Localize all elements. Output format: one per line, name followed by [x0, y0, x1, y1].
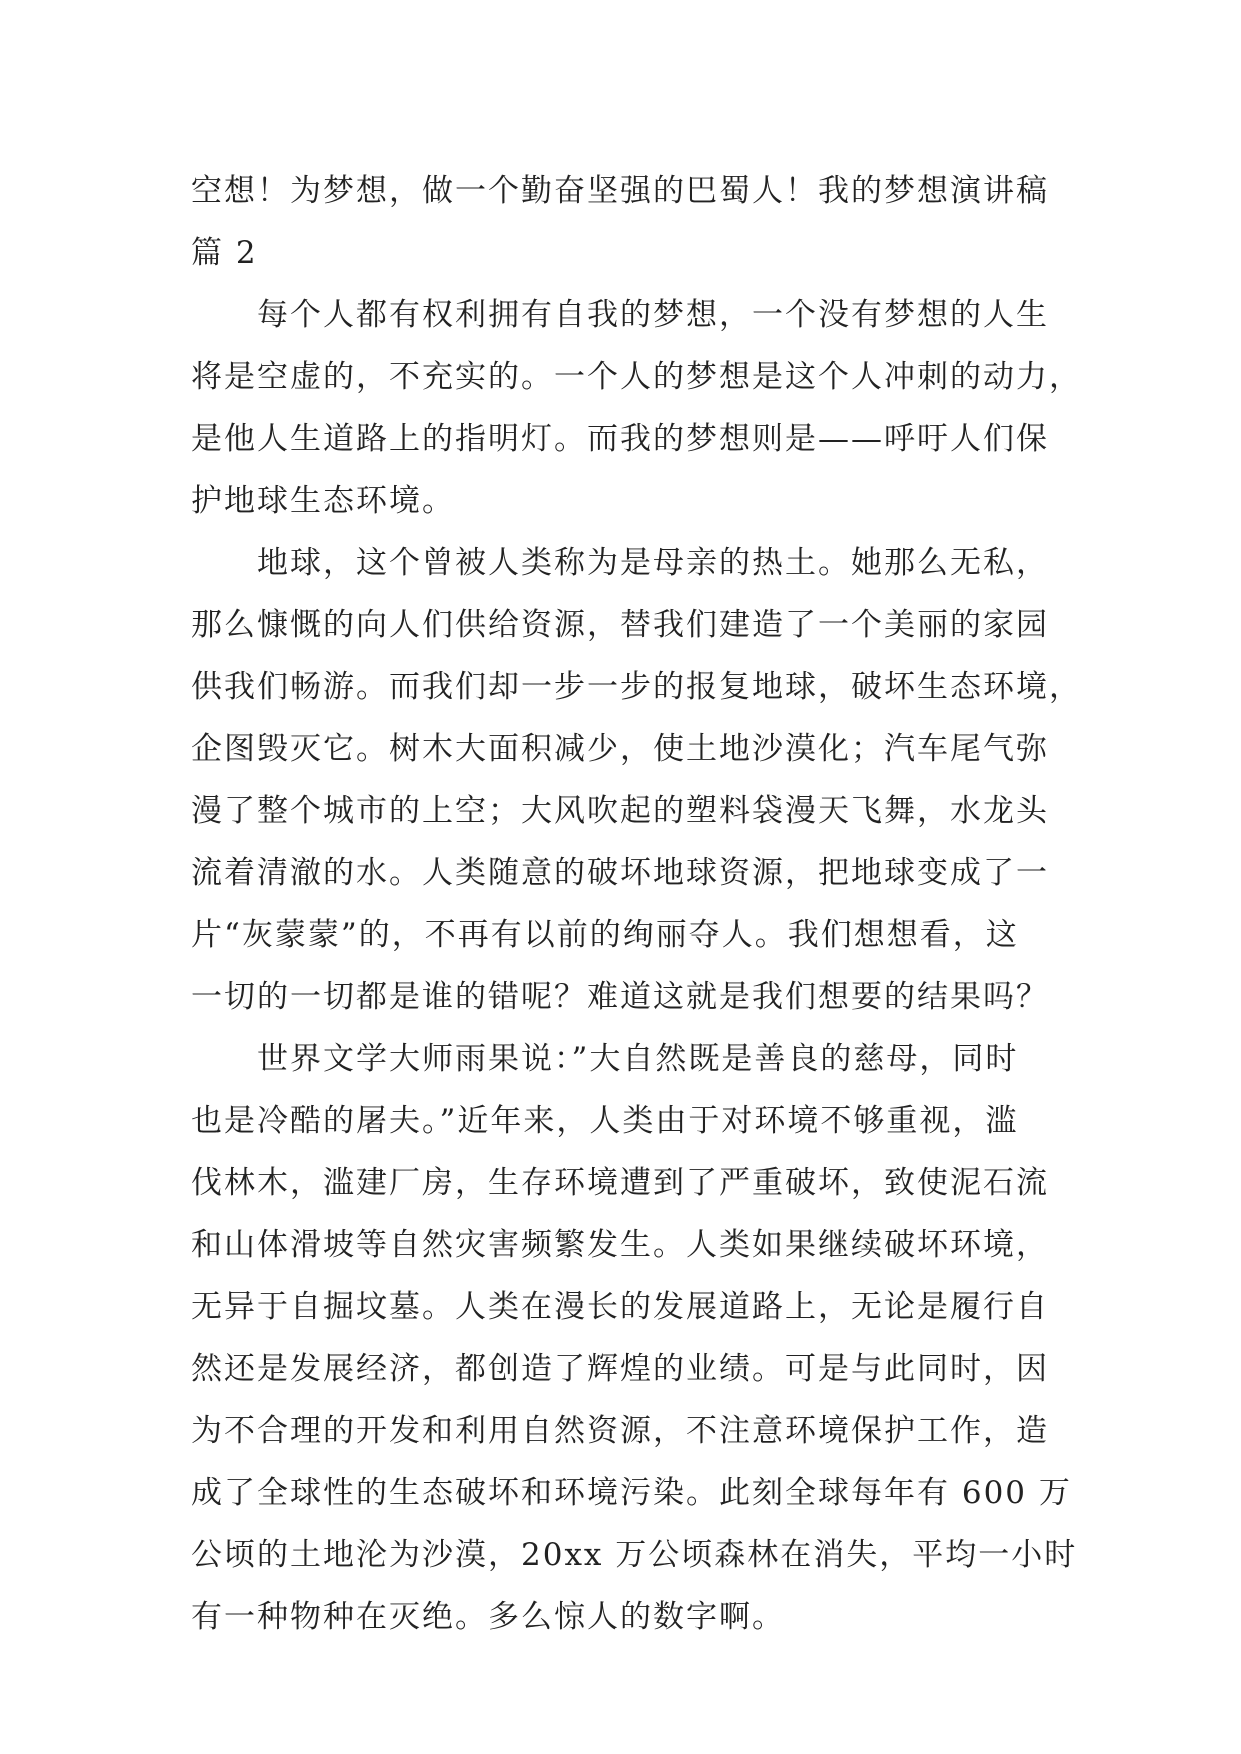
text-line: 然还是发展经济，都创造了辉煌的业绩。可是与此同时，因 [191, 1351, 1049, 1387]
text-line: 片“灰蒙蒙”的，不再有以前的绚丽夺人。我们想想看，这 [191, 917, 1019, 953]
text-line: 供我们畅游。而我们却一步一步的报复地球，破坏生态环境， [191, 669, 1082, 705]
text-line: 是他人生道路上的指明灯。而我的梦想则是——呼吁人们保 [191, 421, 1049, 457]
document-page [191, 160, 1082, 1648]
text-line: 将是空虚的，不充实的。一个人的梦想是这个人冲刺的动力， [191, 359, 1082, 395]
text-line: 无异于自掘坟墓。人类在漫长的发展道路上，无论是履行自 [191, 1289, 1049, 1325]
text-line: 世界文学大师雨果说：”大自然既是善良的慈母，同时 [191, 1041, 1019, 1077]
text-line: 有一种物种在灭绝。多么惊人的数字啊。 [191, 1599, 785, 1635]
text-line: 流着清澈的水。人类随意的破坏地球资源，把地球变成了一 [191, 855, 1049, 891]
text-line: 篇 2 [191, 235, 258, 271]
text-line: 每个人都有权利拥有自我的梦想，一个没有梦想的人生 [191, 297, 1049, 333]
paragraph-title-continuation [191, 160, 1051, 284]
text-line: 为不合理的开发和利用自然资源，不注意环境保护工作，造 [191, 1413, 1049, 1449]
paragraph-hugo-quote [191, 1028, 1078, 1648]
text-line: 成了全球性的生态破坏和环境污染。此刻全球每年有 600 万 [191, 1475, 1072, 1511]
text-line: 空想！为梦想，做一个勤奋坚强的巴蜀人！我的梦想演讲稿 [191, 173, 1049, 209]
paragraph-earth [191, 532, 1082, 1028]
text-line: 地球，这个曾被人类称为是母亲的热土。她那么无私， [191, 545, 1049, 581]
text-line: 也是冷酷的屠夫。”近年来，人类由于对环境不够重视，滥 [191, 1103, 1019, 1139]
text-line: 漫了整个城市的上空；大风吹起的塑料袋漫天飞舞，水龙头 [191, 793, 1049, 829]
text-line: 护地球生态环境。 [191, 483, 455, 519]
text-line: 企图毁灭它。树木大面积减少，使土地沙漠化；汽车尾气弥 [191, 731, 1049, 767]
text-line: 公顷的土地沦为沙漠，20xx 万公顷森林在消失，平均一小时 [191, 1537, 1078, 1573]
paragraph-dream-intro [191, 284, 1082, 532]
text-line: 和山体滑坡等自然灾害频繁发生。人类如果继续破坏环境， [191, 1227, 1049, 1263]
text-line: 伐林木，滥建厂房，生存环境遭到了严重破坏，致使泥石流 [191, 1165, 1049, 1201]
text-line: 一切的一切都是谁的错呢？难道这就是我们想要的结果吗？ [191, 979, 1049, 1015]
text-line: 那么慷慨的向人们供给资源，替我们建造了一个美丽的家园 [191, 607, 1049, 643]
